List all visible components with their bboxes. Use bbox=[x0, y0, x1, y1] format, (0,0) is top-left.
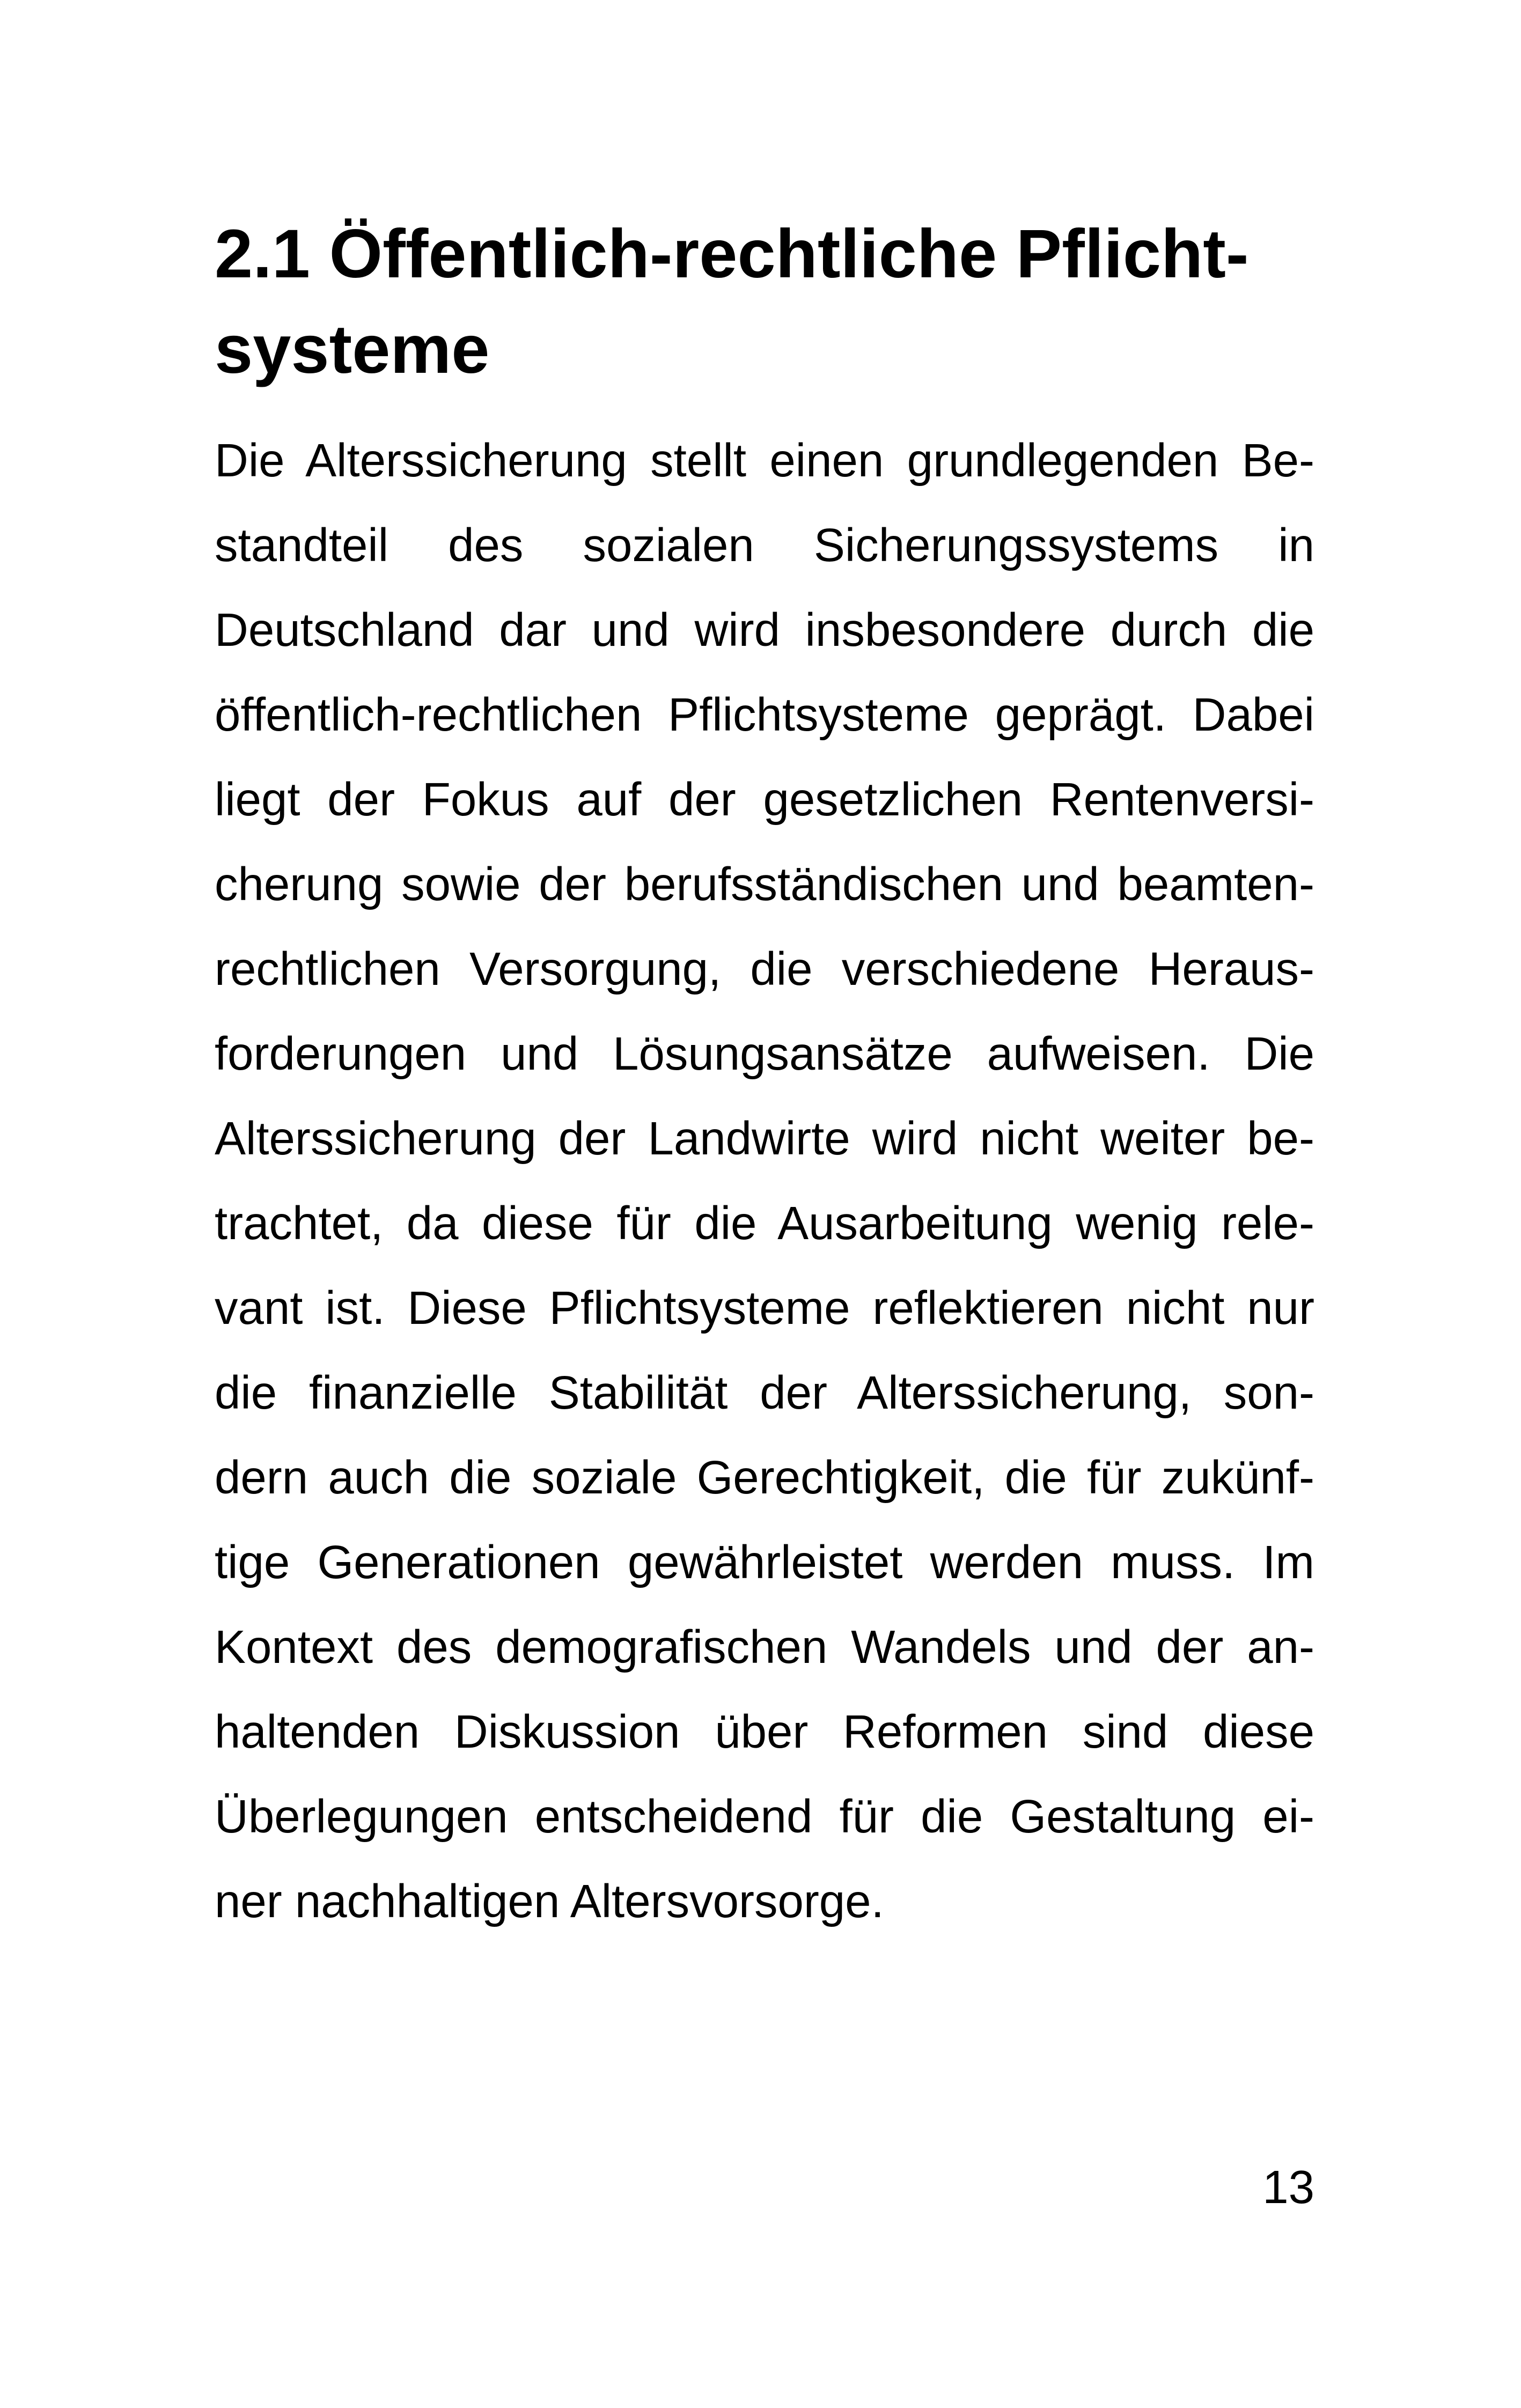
paragraph-line: ner nachhaltigen Altersvorsorge. bbox=[215, 1875, 884, 1927]
paragraph-line: Alterssicherung der Landwirte wird nicht weiter be- bbox=[215, 1113, 1314, 1165]
paragraph-line: Die Alterssicherung stellt einen grundlegenden Be- bbox=[215, 435, 1314, 487]
paragraph-line: haltenden Diskussion über Reformen sind diese bbox=[215, 1706, 1314, 1758]
heading-line: 2.1 Öffentlich-rechtliche Pflicht- bbox=[215, 216, 1249, 292]
paragraph-line: dern auch die soziale Gerechtigkeit, die für zukünf- bbox=[215, 1452, 1314, 1504]
paragraph-line: öffentlich-rechtlichen Pflichtsysteme geprägt. Dabei bbox=[215, 689, 1314, 741]
paragraph-line: tige Generationen gewährleistet werden muss. Im bbox=[215, 1536, 1314, 1588]
section-heading bbox=[215, 207, 1314, 397]
heading-line: systeme bbox=[215, 311, 490, 388]
body-paragraph bbox=[215, 418, 1314, 1944]
paragraph-line: standteil des sozialen Sicherungssystems in bbox=[215, 519, 1314, 571]
paragraph-line: Deutschland dar und wird insbesondere durch die bbox=[215, 604, 1314, 656]
paragraph-line: Überlegungen entscheidend für die Gestaltung ei- bbox=[215, 1791, 1314, 1843]
paragraph-line: cherung sowie der berufsständischen und beamten- bbox=[215, 858, 1314, 910]
paragraph-line: Kontext des demografischen Wandels und der an- bbox=[215, 1621, 1314, 1673]
paragraph-line: trachtet, da diese für die Ausarbeitung wenig rele- bbox=[215, 1197, 1314, 1249]
paragraph-line: vant ist. Diese Pflichtsysteme reflektieren nicht nur bbox=[215, 1282, 1314, 1334]
paragraph-line: liegt der Fokus auf der gesetzlichen Rentenversi- bbox=[215, 774, 1314, 826]
paragraph-line: rechtlichen Versorgung, die verschiedene Heraus- bbox=[215, 943, 1314, 995]
page-number: 13 bbox=[1262, 2161, 1314, 2213]
paragraph-line: die finanzielle Stabilität der Alterssicherung, son- bbox=[215, 1367, 1314, 1419]
paragraph-line: forderungen und Lösungsansätze aufweisen. Die bbox=[215, 1028, 1314, 1080]
